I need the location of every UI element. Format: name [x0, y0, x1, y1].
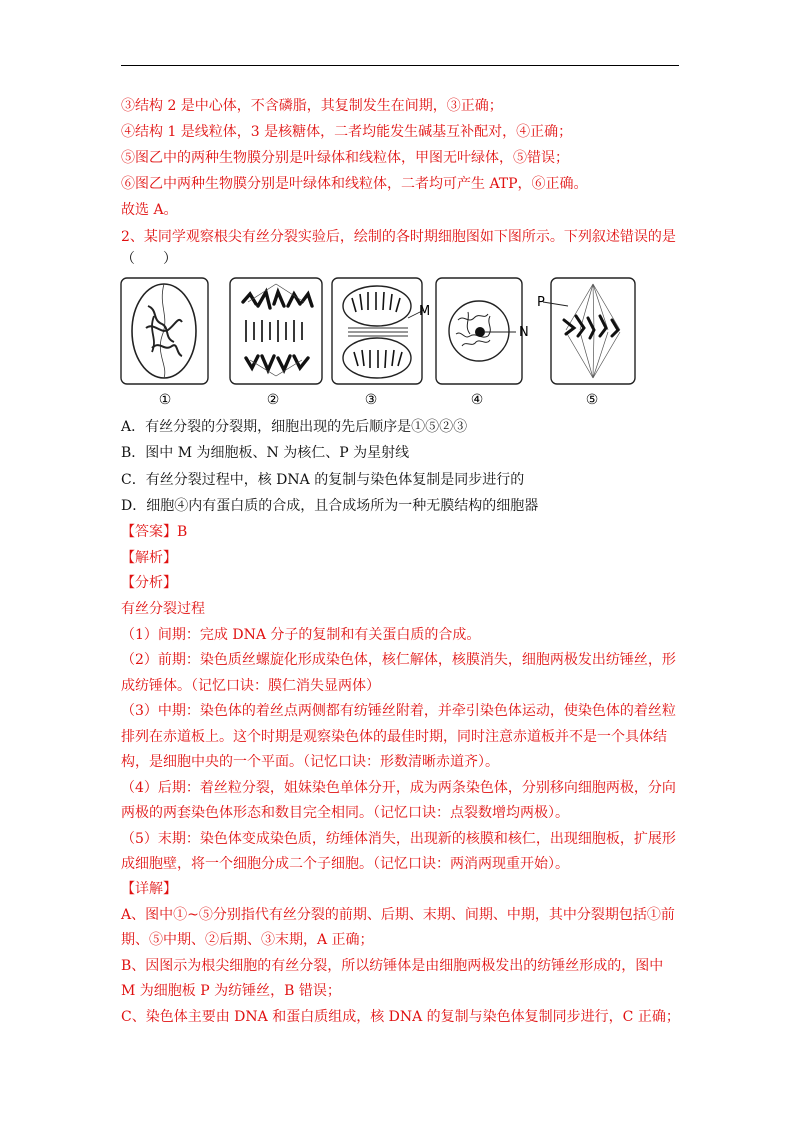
label-p: P — [537, 295, 545, 310]
analysis-line: （1）间期：完成 DNA 分子的复制和有关蛋白质的合成。 — [121, 627, 481, 643]
cell-5-metaphase — [543, 278, 635, 384]
prev-line: ④结构 1 是线粒体，3 是核糖体，二者均能发生碱基互补配对，④正确； — [121, 124, 573, 140]
analysis-line: 两极的两套染色体形态和数目完全相同。（记忆口诀：点裂数增均两极）。 — [121, 805, 569, 821]
xiangjie-tag: 【详解】 — [121, 881, 177, 897]
option-d: D．细胞④内有蛋白质的合成，且合成场所为一种无膜结构的细胞器 — [121, 498, 539, 514]
analysis-line: 有丝分裂过程 — [121, 601, 205, 617]
option-c: C．有丝分裂过程中，核 DNA 的复制与染色体复制是同步进行的 — [121, 472, 525, 488]
question-paren: （ ） — [121, 251, 177, 267]
cell-3-telophase — [332, 278, 424, 384]
prev-line: ⑤图乙中的两种生物膜分别是叶绿体和线粒体，甲图无叶绿体，⑤错误； — [121, 150, 569, 166]
answer-tag: 【答案】B — [121, 524, 188, 540]
analysis-line: （5）末期：染色体变成染色质，纺缍体消失，出现新的核膜和核仁，出现细胞板，扩展形 — [121, 831, 676, 847]
analysis-line: （4）后期：着丝粒分裂，姐妹染色单体分开，成为两条染色体，分别移向细胞两极，分向 — [121, 780, 676, 796]
header-rule — [121, 65, 679, 66]
detail-line: B、因图示为根尖细胞的有丝分裂，所以纺锤体是由细胞两极发出的纺锤丝形成的，图中 — [121, 958, 664, 974]
question-stem: 2、某同学观察根尖有丝分裂实验后，绘制的各时期细胞图如下图所示。下列叙述错误的是 — [121, 229, 676, 245]
detail-line: A、图中①~⑤分别指代有丝分裂的前期、后期、末期、间期、中期，其中分裂期包括①前 — [121, 907, 675, 923]
fenxi-tag: 【分析】 — [121, 575, 177, 591]
analysis-line: 成细胞壁，将一个细胞分成二个子细胞。（记忆口诀：两消两现重开始）。 — [121, 856, 569, 872]
prev-line: ⑥图乙中两种生物膜分别是叶绿体和线粒体，二者均可产生 ATP，⑥正确。 — [121, 176, 588, 192]
caption-5: ⑤ — [585, 392, 599, 408]
jiexi-tag: 【解析】 — [121, 550, 177, 566]
detail-line: 期、⑤中期、②后期、③末期，A 正确； — [121, 932, 374, 948]
caption-2: ② — [266, 392, 280, 408]
prev-line: 故选 A。 — [121, 202, 178, 218]
label-n: N — [519, 325, 529, 340]
detail-line: C、染色体主要由 DNA 和蛋白质组成，核 DNA 的复制与染色体复制同步进行，C 正确； — [121, 1009, 680, 1025]
analysis-line: （2）前期：染色质丝螺旋化形成染色体，核仁解体，核膜消失，细胞两极发出纺锤丝，形 — [121, 652, 676, 668]
option-a: A．有丝分裂的分裂期，细胞出现的先后顺序是①⑤②③ — [121, 419, 468, 435]
caption-1: ① — [158, 392, 172, 408]
caption-3: ③ — [364, 392, 378, 408]
label-m: M — [419, 304, 431, 319]
analysis-line: 成纺锤体。（记忆口诀：膜仁消失显两体） — [121, 678, 380, 694]
analysis-line: （3）中期：染色体的着丝点两侧都有纺锤丝附着，并牵引染色体运动，使染色体的着丝粒 — [121, 703, 676, 719]
analysis-line: 排列在赤道板上。这个时期是观察染色体的最佳时期，同时注意赤道板并不是一个具体结 — [121, 729, 667, 745]
analysis-line: 构，是细胞中央的一个平面。（记忆口诀：形数清晰赤道齐）。 — [121, 754, 499, 770]
cell-1-prophase — [121, 278, 208, 384]
detail-line: M 为细胞板 P 为纺锤丝，B 错误； — [121, 983, 341, 999]
cell-4-interphase — [436, 278, 522, 384]
cell-2-anaphase — [230, 278, 322, 384]
option-b: B．图中 M 为细胞板、N 为核仁、P 为星射线 — [121, 445, 410, 461]
prev-line: ③结构 2 是中心体，不含磷脂，其复制发生在间期，③正确； — [121, 98, 503, 114]
caption-4: ④ — [470, 392, 484, 408]
